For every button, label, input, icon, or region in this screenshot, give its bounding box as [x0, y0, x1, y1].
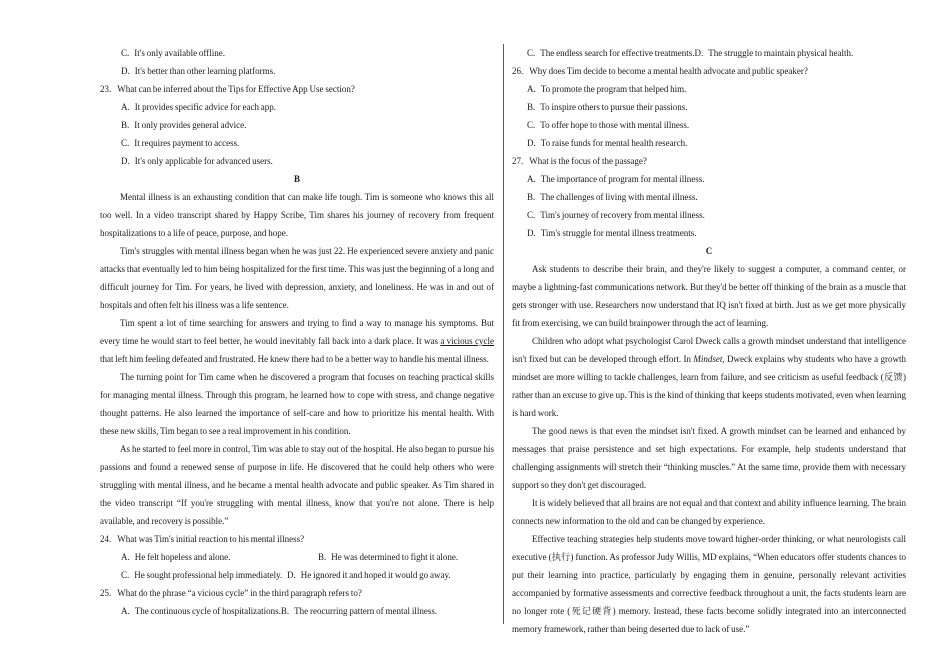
paragraph-text: Children who adopt what psychologist Carol Dweck calls a growth mindset understand that intelligence isn't fixed but can be developed through effort. In — [512, 336, 906, 364]
option-label: C. — [527, 210, 536, 220]
question-22-option-d — [100, 62, 494, 80]
question-number: 26. — [512, 66, 524, 76]
passage-b-paragraph-2: Tim's struggles with mental illness began when he was just 22. He experienced severe anxiety and panic attacks that eventually led to him being hospitalized for the first time. This was just the beginning of a long and difficult journey for Tim. For years, he lived with depression, anxiety, and loneliness. He was in and out of hospitals and often felt his illness was a life sentence. — [100, 246, 494, 310]
passage-b-paragraph-1: Mental illness is an exhausting condition that can make life tough. Tim is someone who knows this all too well. In a video transcript shared by Happy Scribe, Tim shares his journey of recovery from frequent hospitalizations to a life of peace, purpose, and hope. — [100, 192, 494, 238]
option-text: He felt hopeless and alone. — [134, 552, 231, 562]
question-27-option-b — [512, 188, 906, 206]
question-number: 25. — [100, 588, 112, 598]
passage-b-paragraph-3 — [100, 314, 494, 368]
question-24-options-cd — [100, 566, 494, 584]
question-number: 24. — [100, 534, 112, 544]
option-text: The struggle to maintain physical health. — [708, 48, 854, 58]
option-text: The endless search for effective treatments. — [540, 48, 695, 58]
option-text: It's only available offline. — [134, 48, 225, 58]
option-a — [121, 602, 281, 620]
paragraph-text: Tim spent a lot of time searching for answers and trying to find a way to manage his symptoms. But every time he would start to feel better, he would inevitably fall back into a dark place. It was — [100, 318, 494, 346]
question-24-options-ab — [100, 548, 494, 566]
question-text: What is the focus of the passage? — [529, 156, 647, 166]
option-text: Tim's struggle for mental illness treatments. — [540, 228, 697, 238]
option-c — [527, 44, 695, 62]
option-label: D. — [121, 156, 130, 166]
option-text: It only provides general advice. — [134, 120, 247, 130]
option-text: To offer hope to those with mental illness. — [540, 120, 690, 130]
underlined-phrase: a vicious cycle — [440, 336, 495, 346]
question-26-option-a — [512, 80, 906, 98]
book-title-italic: Mindset — [693, 354, 723, 364]
left-column — [100, 44, 494, 620]
option-label: B. — [121, 120, 130, 130]
option-label: B. — [318, 552, 327, 562]
option-label: C. — [121, 138, 130, 148]
question-23-option-b — [100, 116, 494, 134]
option-a — [121, 548, 318, 566]
passage-b-paragraph-5: As he started to feel more in control, Tim was able to stay out of the hospital. He also began to pursue his passions and found a renewed sense of purpose in life. He discovered that he could help others who were struggling with mental illness, and he became a mental health advocate and public speaker. As Tim shared in the video transcript “If you're struggling with mental illness, know that you're not alone. There is help available, and recovery is possible.” — [100, 444, 494, 526]
option-label: D. — [694, 48, 704, 58]
question-22-option-c — [100, 44, 494, 62]
option-label: C. — [121, 48, 130, 58]
question-23 — [100, 80, 494, 98]
option-label: C. — [121, 570, 130, 580]
passage-b-paragraph-4: The turning point for Tim came when he discovered a program that focuses on teaching practical skills for managing mental illness. Through this program, he learned how to cope with stress, and change negative thought patterns. He also learned the importance of self-care and how to prioritize his mental health. With these new skills, Tim began to see a real improvement in his condition. — [100, 372, 494, 436]
question-number: 27. — [512, 156, 524, 166]
option-label: A. — [121, 552, 130, 562]
option-text: It's better than other learning platforms. — [134, 66, 276, 76]
option-d — [287, 570, 451, 580]
option-label: D. — [121, 66, 130, 76]
question-25 — [100, 584, 494, 602]
question-23-option-d — [100, 152, 494, 170]
right-column — [512, 44, 906, 638]
question-text: What do the phrase “a vicious cycle” in the third paragraph refers to? — [117, 588, 362, 598]
question-26 — [512, 62, 906, 80]
option-b — [318, 552, 458, 562]
option-text: He was determined to fight it alone. — [331, 552, 459, 562]
option-text: Tim's journey of recovery from mental illness. — [540, 210, 705, 220]
passage-c-paragraph-3: The good news is that even the mindset isn't fixed. A growth mindset can be learned and enhanced by messages that praise persistence and set high expectations. For example, help students understand that challenging assignments will stretch their “thinking muscles.” At the same time, provide them with necessary support so they don't get discouraged. — [512, 426, 906, 490]
question-text: What was Tim's initial reaction to his mental illness? — [117, 534, 305, 544]
option-text: The reocurring pattern of mental illness. — [294, 606, 438, 616]
passage-c-paragraph-4: It is widely believed that all brains are not equal and that context and ability influence learning. The brain connects new information to the old and can be changed by experience. — [512, 498, 906, 526]
option-text: To inspire others to pursue their passions. — [540, 102, 688, 112]
section-c-header: C — [705, 246, 713, 256]
option-text: The challenges of living with mental illness. — [540, 192, 698, 202]
question-23-option-c — [100, 134, 494, 152]
option-text: He ignored it and hoped it would go away. — [300, 570, 451, 580]
paragraph-text: that left him feeling defeated and frustrated. He knew there had to be a better way to handle his mental illness. — [100, 354, 489, 364]
question-27-option-d — [512, 224, 906, 242]
option-text: The continuous cycle of hospitalizations. — [134, 606, 281, 616]
question-27-option-a — [512, 170, 906, 188]
question-25-options-ab — [100, 602, 494, 620]
column-divider — [503, 44, 504, 624]
option-label: C. — [527, 48, 536, 58]
question-23-option-a — [100, 98, 494, 116]
option-d — [695, 48, 854, 58]
option-c — [121, 566, 287, 584]
option-label: B. — [527, 102, 536, 112]
paragraph-text: , Dweck explains why students who have a growth mindset are more willing to tackle challenges, learn from failure, and see criticism as useful feedback (反馈) rather than an excuse to give up. This is the kind of thinking that keeps students motivated, even when learning is hard work. — [512, 354, 906, 418]
question-text: What can be inferred about the Tips for Effective App Use section? — [117, 84, 355, 94]
question-27-option-c — [512, 206, 906, 224]
option-label: B. — [527, 192, 536, 202]
passage-c-paragraph-5: Effective teaching strategies help students move toward higher-order thinking, or what neurologists call executive (执行) function. As professor Judy Willis, MD explains, “When educators offer students chances to put their learning into practice, particularly by engaging them in genuine, personally relevant activities accompanied by formative assessments and corrective feedback throughout a unit, the facts students learn are no longer rote (死记硬背) memory. Instead, these facts become solidly integrated into an interconnected memory framework, rather than being deserted due to lack of use.” — [512, 534, 906, 634]
option-label: B. — [280, 606, 290, 616]
passage-c-paragraph-1: Ask students to describe their brain, and they're likely to suggest a computer, a command center, or maybe a lightning-fast communications network. But they'd be better off thinking of the brain as a muscle that gets stronger with use. Researchers now understand that IQ isn't fixed at birth. Just as we get more physically fit from exercising, we can build brainpower through the act of learning. — [512, 264, 906, 328]
option-b — [281, 606, 437, 616]
option-text: The importance of program for mental illness. — [540, 174, 705, 184]
option-text: To raise funds for mental health research. — [540, 138, 688, 148]
option-text: It provides specific advice for each app. — [134, 102, 277, 112]
question-27 — [512, 152, 906, 170]
question-25-options-cd — [512, 44, 906, 62]
option-label: D. — [287, 570, 296, 580]
option-label: A. — [527, 174, 536, 184]
passage-c-paragraph-2 — [512, 332, 906, 422]
option-label: D. — [527, 228, 536, 238]
option-label: C. — [527, 120, 536, 130]
option-text: To promote the program that helped him. — [540, 84, 687, 94]
question-text: Why does Tim decide to become a mental health advocate and public speaker? — [529, 66, 808, 76]
question-24 — [100, 530, 494, 548]
section-b-header: B — [293, 174, 300, 184]
option-label: D. — [527, 138, 536, 148]
option-label: A. — [121, 606, 130, 616]
question-26-option-c — [512, 116, 906, 134]
option-text: It requires payment to access. — [134, 138, 240, 148]
question-number: 23. — [100, 84, 112, 94]
option-text: It's only applicable for advanced users. — [134, 156, 273, 166]
question-26-option-d — [512, 134, 906, 152]
question-26-option-b — [512, 98, 906, 116]
option-text: He sought professional help immediately. — [134, 570, 283, 580]
option-label: A. — [527, 84, 536, 94]
option-label: A. — [121, 102, 130, 112]
